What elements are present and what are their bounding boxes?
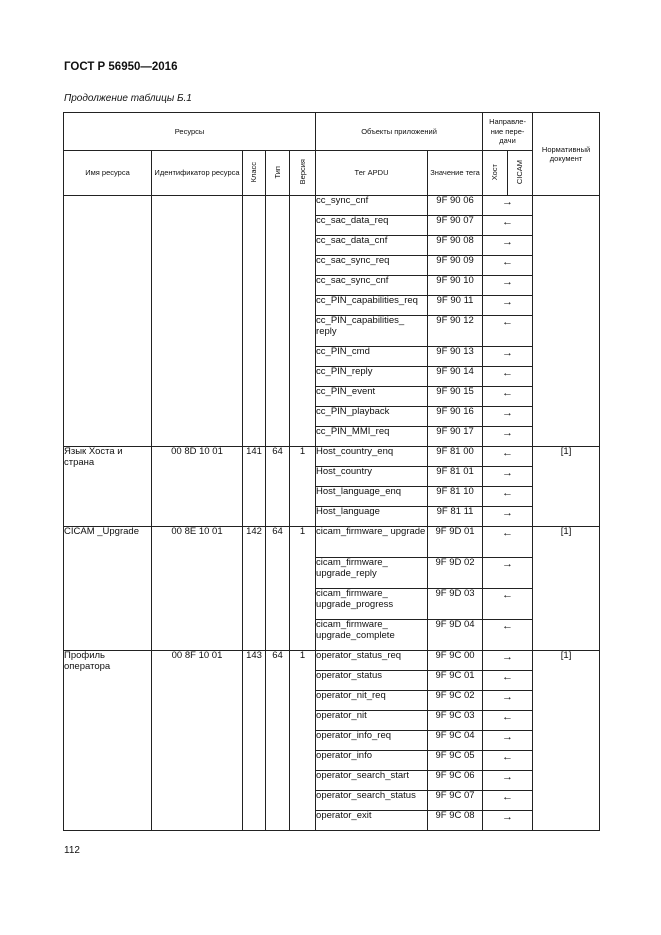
apdu-tag-name: operator_exit [316,811,428,831]
direction-arrow: → [483,276,533,296]
header-app-objects: Объекты приложений [316,113,483,151]
direction-arrow: ← [483,316,533,347]
direction-arrow: → [483,407,533,427]
apdu-tag-name: Host_country [316,467,428,487]
header-version [290,151,316,196]
direction-arrow: ← [483,447,533,467]
tag-value: 9F 9C 06 [428,771,483,791]
page-number: 112 [64,845,80,856]
direction-arrow: ← [483,256,533,276]
tag-value: 9F 90 07 [428,216,483,236]
direction-arrow: → [483,731,533,751]
normative-reference: [1] [533,651,600,831]
tag-value: 9F 90 12 [428,316,483,347]
apdu-tag-name: cc_sync_cnf [316,196,428,216]
apdu-tag-name: operator_status_req [316,651,428,671]
apdu-tag-name: cc_sac_sync_req [316,256,428,276]
apdu-tag-name: operator_info [316,751,428,771]
header-class [243,151,266,196]
apdu-tag-name: cc_PIN_cmd [316,347,428,367]
apdu-tag-name: cicam_firmware_ upgrade_progress [316,589,428,620]
resource-version [290,196,316,447]
apdu-tag-name: Host_language [316,507,428,527]
tag-value: 9F 90 10 [428,276,483,296]
direction-arrow: ← [483,387,533,407]
tag-value: 9F 9C 01 [428,671,483,691]
header-class-label: Класс [249,161,259,183]
normative-reference [533,196,600,447]
direction-arrow: → [483,236,533,256]
resource-id: 00 8F 10 01 [152,651,243,831]
direction-arrow: → [483,347,533,367]
resource-class [243,196,266,447]
table-row [64,527,600,558]
apdu-tag-name: Host_country_enq [316,447,428,467]
apdu-tag-name: cc_PIN_playback [316,407,428,427]
apdu-tag-name: Host_language_enq [316,487,428,507]
table-row [64,651,600,671]
tag-value: 9F 90 16 [428,407,483,427]
tag-value: 9F 90 13 [428,347,483,367]
document-title: ГОСТ Р 56950—2016 [64,61,178,73]
resource-name: Язык Хоста и страна [64,447,152,527]
resource-version: 1 [290,651,316,831]
table-body [64,196,600,831]
direction-arrow: → [483,558,533,589]
header-host [483,151,508,196]
normative-reference: [1] [533,447,600,527]
apdu-tag-name: cc_PIN_MMI_req [316,427,428,447]
tag-value: 9F 81 01 [428,467,483,487]
direction-arrow: → [483,196,533,216]
resource-version: 1 [290,447,316,527]
header-host-label: Хост [490,163,500,180]
resource-id: 00 8D 10 01 [152,447,243,527]
resource-type: 64 [266,651,290,831]
apdu-tag-name: cc_sac_data_cnf [316,236,428,256]
direction-arrow: ← [483,671,533,691]
header-normative: Нормативный документ [533,113,600,196]
tag-value: 9F 9C 03 [428,711,483,731]
resource-name [64,196,152,447]
direction-arrow: ← [483,751,533,771]
resource-type [266,196,290,447]
tag-value: 9F 9C 04 [428,731,483,751]
tag-value: 9F 90 09 [428,256,483,276]
tag-value: 9F 90 17 [428,427,483,447]
resource-class: 142 [243,527,266,651]
apdu-tag-name: operator_info_req [316,731,428,751]
direction-arrow: → [483,427,533,447]
apdu-tag-name: cc_PIN_event [316,387,428,407]
resource-version: 1 [290,527,316,651]
header-resources: Ресурсы [64,113,316,151]
apdu-tag-name: cc_PIN_capabilities_ reply [316,316,428,347]
tag-value: 9F 9C 07 [428,791,483,811]
tag-value: 9F 9D 01 [428,527,483,558]
direction-arrow: ← [483,620,533,651]
tag-value: 9F 90 14 [428,367,483,387]
direction-arrow: → [483,651,533,671]
direction-arrow: → [483,811,533,831]
apdu-tag-name: cicam_firmware_ upgrade [316,527,428,558]
header-resource-name: Имя ресурса [64,151,152,196]
direction-arrow: → [483,771,533,791]
direction-arrow: ← [483,589,533,620]
apdu-tag-name: cc_PIN_reply [316,367,428,387]
table-caption: Продолжение таблицы Б.1 [64,93,192,104]
apdu-tag-name: operator_nit [316,711,428,731]
direction-arrow: ← [483,367,533,387]
header-type [266,151,290,196]
table-row [64,196,600,216]
tag-value: 9F 9C 00 [428,651,483,671]
direction-arrow: → [483,507,533,527]
tag-value: 9F 90 06 [428,196,483,216]
resource-class: 143 [243,651,266,831]
tag-value: 9F 81 10 [428,487,483,507]
apdu-tag-name: operator_search_status [316,791,428,811]
header-tag-value: Значение тега [428,151,483,196]
apdu-tag-name: cicam_firmware_ upgrade_complete [316,620,428,651]
header-apdu-tag: Тег APDU [316,151,428,196]
tag-value: 9F 9C 05 [428,751,483,771]
resource-name: CICAM _Upgrade [64,527,152,651]
direction-arrow: ← [483,216,533,236]
tag-value: 9F 9D 02 [428,558,483,589]
resources-table [63,112,600,831]
apdu-tag-name: cc_sac_data_req [316,216,428,236]
apdu-tag-name: cc_sac_sync_cnf [316,276,428,296]
direction-arrow: → [483,691,533,711]
tag-value: 9F 90 11 [428,296,483,316]
tag-value: 9F 81 11 [428,507,483,527]
header-cicam-label: CICAM [515,159,525,184]
header-version-label: Версия [297,159,307,185]
header-type-label: Тип [272,165,282,179]
direction-arrow: → [483,296,533,316]
tag-value: 9F 9C 02 [428,691,483,711]
table-row [64,447,600,467]
resource-id [152,196,243,447]
resource-id: 00 8E 10 01 [152,527,243,651]
apdu-tag-name: cicam_firmware_ upgrade_reply [316,558,428,589]
direction-arrow: ← [483,791,533,811]
tag-value: 9F 9D 04 [428,620,483,651]
tag-value: 9F 9D 03 [428,589,483,620]
normative-reference: [1] [533,527,600,651]
tag-value: 9F 81 00 [428,447,483,467]
resource-type: 64 [266,447,290,527]
apdu-tag-name: operator_search_start [316,771,428,791]
resource-type: 64 [266,527,290,651]
direction-arrow: ← [483,527,533,558]
tag-value: 9F 90 08 [428,236,483,256]
direction-arrow: → [483,467,533,487]
direction-arrow: ← [483,711,533,731]
resource-name: Профиль оператора [64,651,152,831]
apdu-tag-name: operator_status [316,671,428,691]
header-direction: Направле-ние пере-дачи [483,113,533,151]
direction-arrow: ← [483,487,533,507]
tag-value: 9F 9C 08 [428,811,483,831]
apdu-tag-name: cc_PIN_capabilities_req [316,296,428,316]
resource-class: 141 [243,447,266,527]
header-cicam [508,151,533,196]
tag-value: 9F 90 15 [428,387,483,407]
apdu-tag-name: operator_nit_req [316,691,428,711]
header-resource-id: Идентификатор ресурса [152,151,243,196]
